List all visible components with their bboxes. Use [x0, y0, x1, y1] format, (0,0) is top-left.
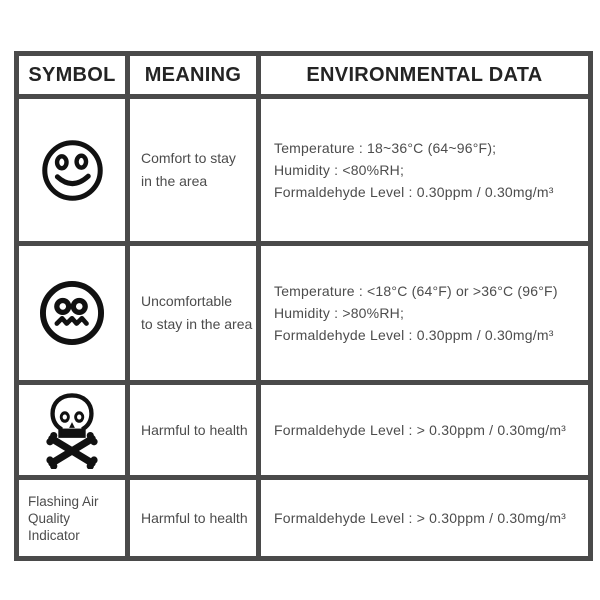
skull-crossbones-icon [36, 391, 108, 469]
environment-data-table [14, 51, 593, 561]
symbol-text-line: Quality [28, 510, 71, 526]
symbol-cell-uncomfortable [19, 246, 125, 380]
column-header-meaning [130, 56, 256, 94]
meaning-cell-flashing-indicator [130, 480, 256, 556]
meaning-line: in the area [141, 173, 208, 189]
meaning-line: Harmful to health [141, 509, 248, 526]
column-header-environmental-data [261, 56, 588, 94]
meaning-cell-comfort [130, 99, 256, 241]
symbol-text-line: Indicator [28, 527, 80, 543]
symbol-cell-flashing-indicator [19, 480, 125, 556]
env-data-line-formaldehyde: Formaldehyde Level : > 0.30ppm / 0.30mg/m³ [274, 510, 567, 526]
meaning-cell-harmful [130, 385, 256, 475]
symbol-cell-comfort [19, 99, 125, 241]
meaning-line: Harmful to health [141, 421, 248, 438]
meaning-line: to stay in the area [141, 316, 253, 332]
env-data-line-formaldehyde: Formaldehyde Level : 0.30ppm / 0.30mg/m³ [274, 327, 554, 343]
meaning-line: Uncomfortable [141, 293, 233, 309]
meaning-line: Comfort to stay [141, 150, 236, 166]
env-data-line-formaldehyde: Formaldehyde Level : > 0.30ppm / 0.30mg/m³ [274, 422, 567, 438]
env-data-line-temperature: Temperature : 18~36°C (64~96°F); [274, 140, 497, 156]
column-header-symbol [19, 56, 125, 94]
env-data-cell-comfort [261, 99, 588, 241]
env-data-line-humidity: Humidity : <80%RH; [274, 162, 405, 178]
uncomfortable-face-icon [39, 280, 105, 346]
env-data-line-humidity: Humidity : >80%RH; [274, 305, 405, 321]
symbol-cell-harmful [19, 385, 125, 475]
env-data-line-formaldehyde: Formaldehyde Level : 0.30ppm / 0.30mg/m³ [274, 184, 554, 200]
env-data-line-temperature: Temperature : <18°C (64°F) or >36°C (96°F) [274, 283, 558, 299]
column-header-environmental-data-label: ENVIRONMENTAL DATA [306, 63, 543, 86]
env-data-cell-harmful [261, 385, 588, 475]
column-header-symbol-label: SYMBOL [28, 63, 116, 86]
symbol-text-line: Flashing Air [28, 493, 99, 509]
happy-face-icon [41, 139, 104, 202]
env-data-cell-flashing-indicator [261, 480, 588, 556]
meaning-cell-uncomfortable [130, 246, 256, 380]
env-data-cell-uncomfortable [261, 246, 588, 380]
column-header-meaning-label: MEANING [144, 63, 242, 86]
